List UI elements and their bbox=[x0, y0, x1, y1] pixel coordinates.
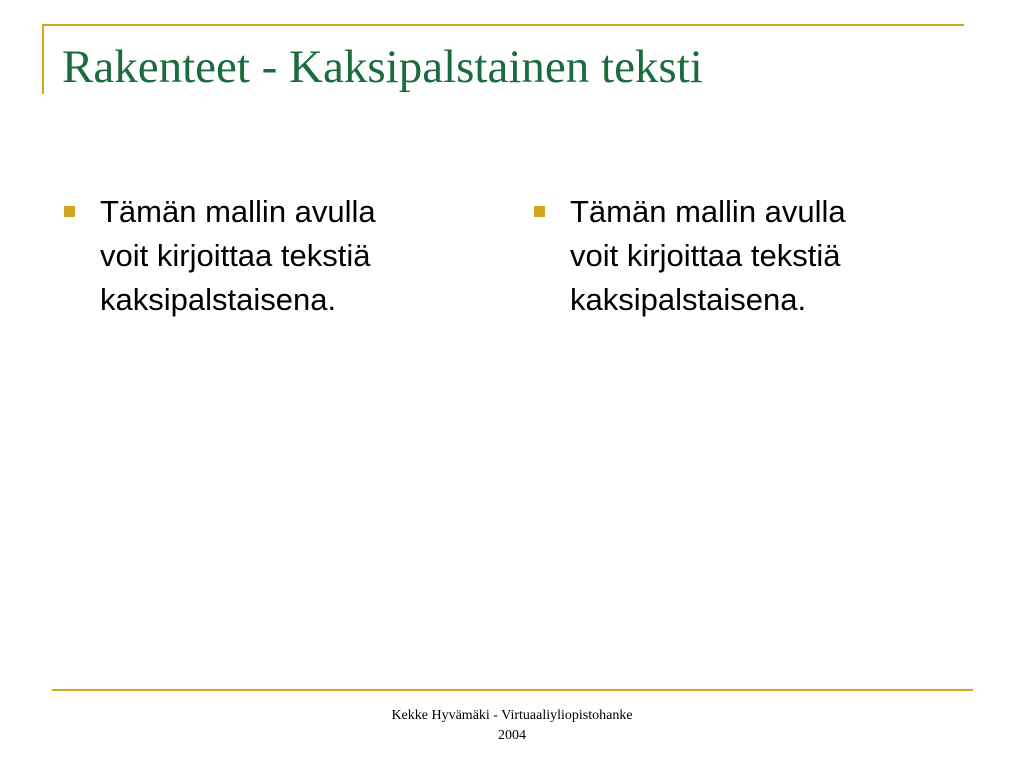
footer-divider bbox=[52, 689, 973, 691]
left-bullet-item bbox=[62, 190, 432, 322]
left-bullet-text: Tämän mallin avulla voit kirjoittaa tekstiä kaksipalstaisena. bbox=[100, 194, 376, 317]
left-column bbox=[62, 190, 432, 322]
slide-title: Rakenteet - Kaksipalstainen teksti bbox=[62, 41, 703, 93]
footer-year: 2004 bbox=[498, 728, 526, 743]
right-bullet-text: Tämän mallin avulla voit kirjoittaa tekstiä kaksipalstaisena. bbox=[570, 194, 846, 317]
right-bullet-item bbox=[532, 190, 902, 322]
footer-author: Kekke Hyvämäki - Virtuaaliyliopistohanke bbox=[391, 708, 633, 723]
square-bullet-icon bbox=[534, 206, 545, 217]
square-bullet-icon bbox=[64, 206, 75, 217]
slide-footer bbox=[312, 706, 712, 746]
frame-left-line bbox=[42, 24, 44, 94]
right-column bbox=[532, 190, 902, 322]
frame-top-line bbox=[42, 24, 964, 26]
